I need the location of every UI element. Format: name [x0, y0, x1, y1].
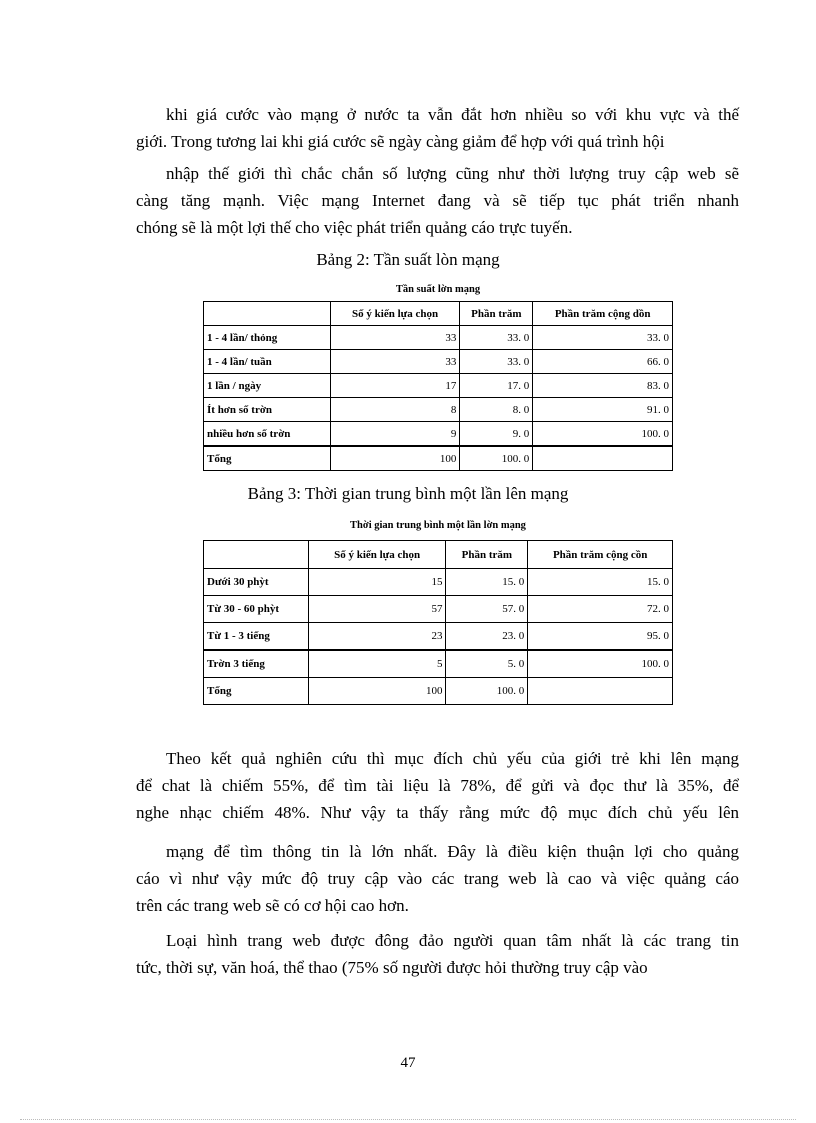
row-label: nhiều hơn số trờn [204, 422, 331, 447]
cell-cumulative: 66. 0 [533, 350, 673, 374]
table-row [204, 350, 673, 374]
header-cell-percent: Phần trăm [446, 541, 528, 569]
cell-cumulative: 33. 0 [533, 326, 673, 350]
cell-percent: 15. 0 [446, 569, 528, 596]
paragraph-2 [136, 160, 739, 241]
paragraph-line: càng tăng mạnh. Việc mạng Internet đang và sẽ tiếp tục phát triển nhanh [136, 191, 739, 210]
paragraph-line: nhập thế giới thì chắc chắn số lượng cũng như thời lượng truy cập web sẽ [166, 164, 739, 183]
footer-divider [20, 1119, 796, 1120]
table-row [204, 650, 673, 678]
table-row [204, 422, 673, 447]
paragraph-line: giới. Trong tương lai khi giá cước sẽ ngày càng giảm để hợp với quá trình hội [136, 132, 665, 151]
table-2-title: Tần suất lờn mạng [395, 284, 481, 295]
page-number: 47 [400, 1055, 416, 1071]
paragraph-1 [136, 101, 739, 155]
header-cell-cumulative: Phần trăm cộng cồn [528, 541, 673, 569]
cell-cumulative: 83. 0 [533, 374, 673, 398]
cell-count: 100 [308, 678, 446, 705]
row-label: 1 - 4 lần/ tuần [204, 350, 331, 374]
table-header-row [204, 541, 673, 569]
paragraph-line: chóng sẽ là một lợi thế cho việc phát triển quảng cáo trực tuyến. [136, 218, 573, 237]
cell-cumulative: 100. 0 [528, 650, 673, 678]
table-header-row [204, 302, 673, 326]
cell-cumulative: 100. 0 [533, 422, 673, 447]
row-label: Tổng [204, 678, 309, 705]
cell-percent: 100. 0 [446, 678, 528, 705]
paragraph-3 [136, 745, 739, 826]
header-cell-count: Số ý kiến lựa chọn [330, 302, 460, 326]
table-total-row [204, 678, 673, 705]
table-row [204, 596, 673, 623]
row-label: Từ 1 - 3 tiếng [204, 623, 309, 651]
cell-count: 57 [308, 596, 446, 623]
table-total-row [204, 446, 673, 471]
row-label: Trờn 3 tiếng [204, 650, 309, 678]
cell-count: 5 [308, 650, 446, 678]
cell-percent: 5. 0 [446, 650, 528, 678]
table-row [204, 326, 673, 350]
paragraph-line: Theo kết quả nghiên cứu thì mục đích chủ yếu của giới trẻ khi lên mạng [166, 749, 739, 768]
cell-percent: 33. 0 [460, 326, 533, 350]
paragraph-line: cáo vì như vậy mức độ truy cập vào các trang web là cao và việc quảng cáo [136, 869, 739, 888]
cell-percent: 17. 0 [460, 374, 533, 398]
cell-percent: 23. 0 [446, 623, 528, 651]
cell-count: 23 [308, 623, 446, 651]
cell-count: 15 [308, 569, 446, 596]
table-3-caption: Bảng 3: Thời gian trung bình một lần lên mạng [247, 484, 569, 503]
cell-cumulative [528, 678, 673, 705]
table-row [204, 623, 673, 651]
row-label: Ít hơn số trờn [204, 398, 331, 422]
table-2 [203, 301, 673, 471]
table-3-title: Thời gian trung bình một lần lờn mạng [350, 520, 526, 531]
row-label: Từ 30 - 60 phỳt [204, 596, 309, 623]
header-cell-count: Số ý kiến lựa chọn [308, 541, 446, 569]
cell-cumulative: 91. 0 [533, 398, 673, 422]
row-label: 1 lần / ngày [204, 374, 331, 398]
cell-percent: 100. 0 [460, 446, 533, 471]
cell-count: 8 [330, 398, 460, 422]
paragraph-5 [136, 927, 739, 981]
paragraph-line: mạng để tìm thông tin là lớn nhất. Đây là điều kiện thuận lợi cho quảng [166, 842, 739, 861]
row-label: 1 - 4 lần/ thỏng [204, 326, 331, 350]
paragraph-line: nghe nhạc chiếm 48%. Như vậy ta thấy rằng mức độ mục đích chủ yếu lên [136, 803, 739, 822]
cell-count: 33 [330, 326, 460, 350]
table-2-caption: Bảng 2: Tần suất lòn mạng [316, 250, 500, 269]
cell-count: 100 [330, 446, 460, 471]
header-cell-cumulative: Phần trăm cộng dồn [533, 302, 673, 326]
table-row [204, 398, 673, 422]
table-row [204, 374, 673, 398]
header-cell-empty [204, 541, 309, 569]
table-row [204, 569, 673, 596]
table-3 [203, 540, 673, 705]
cell-count: 17 [330, 374, 460, 398]
cell-percent: 8. 0 [460, 398, 533, 422]
cell-count: 9 [330, 422, 460, 447]
row-label: Dưới 30 phỳt [204, 569, 309, 596]
header-cell-empty [204, 302, 331, 326]
header-cell-percent: Phần trăm [460, 302, 533, 326]
row-label: Tổng [204, 446, 331, 471]
paragraph-line: khi giá cước vào mạng ở nước ta vẫn đắt hơn nhiều so với khu vực và thế [166, 105, 739, 124]
cell-count: 33 [330, 350, 460, 374]
paragraph-line: để chat là chiếm 55%, để tìm tài liệu là 78%, để gửi và đọc thư là 35%, để [136, 776, 739, 795]
cell-percent: 33. 0 [460, 350, 533, 374]
cell-cumulative: 72. 0 [528, 596, 673, 623]
cell-cumulative [533, 446, 673, 471]
cell-percent: 57. 0 [446, 596, 528, 623]
cell-percent: 9. 0 [460, 422, 533, 447]
paragraph-4 [136, 838, 739, 919]
paragraph-line: tức, thời sự, văn hoá, thể thao (75% số người được hỏi thường truy cập vào [136, 958, 648, 977]
cell-cumulative: 95. 0 [528, 623, 673, 651]
paragraph-line: trên các trang web sẽ có cơ hội cao hơn. [136, 896, 409, 915]
paragraph-line: Loại hình trang web được đông đảo người quan tâm nhất là các trang tin [166, 931, 739, 950]
cell-cumulative: 15. 0 [528, 569, 673, 596]
